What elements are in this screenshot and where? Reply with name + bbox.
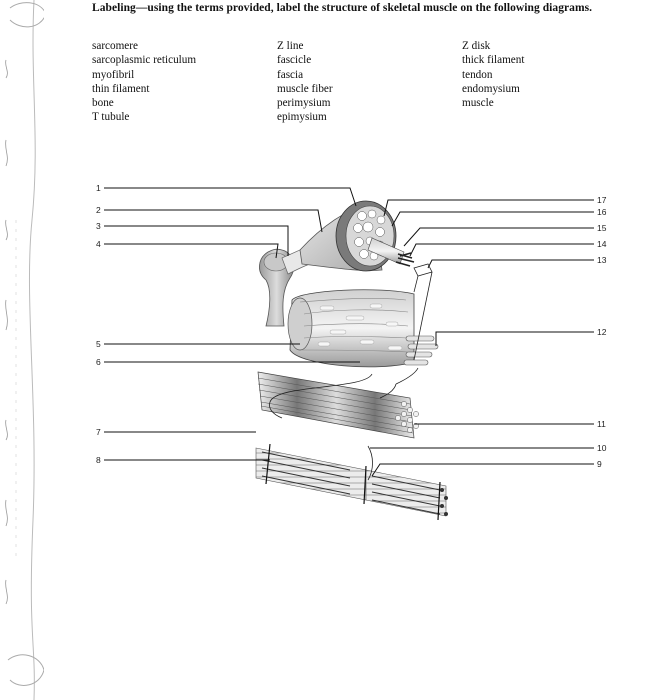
term: sarcoplasmic reticulum (92, 54, 197, 67)
term: thick filament (462, 54, 525, 67)
instruction-heading: Labeling—using the terms provided, label the structure of skeletal muscle on the following diagrams. (92, 2, 593, 14)
label-17: 17 (597, 195, 607, 205)
label-8: 8 (96, 455, 101, 465)
term: bone (92, 97, 114, 110)
left-number-labels (96, 183, 101, 465)
term: perimysium (277, 97, 331, 110)
label-14: 14 (597, 239, 607, 249)
label-5: 5 (96, 339, 101, 349)
right-number-labels (597, 195, 607, 469)
myofibril-illustration (258, 372, 419, 438)
term: fascicle (277, 54, 312, 67)
label-15: 15 (597, 223, 607, 233)
term: Z disk (462, 40, 491, 52)
label-3: 3 (96, 221, 101, 231)
label-7: 7 (96, 427, 101, 437)
term: fascia (277, 68, 304, 81)
term: Z line (277, 40, 304, 52)
term: muscle fiber (277, 82, 333, 95)
label-2: 2 (96, 205, 101, 215)
term: muscle (462, 97, 494, 110)
muscle-illustration (300, 201, 414, 271)
label-1: 1 (96, 183, 101, 193)
term: thin filament (92, 82, 150, 95)
label-13: 13 (597, 255, 607, 265)
term: sarcomere (92, 40, 138, 52)
label-9: 9 (597, 459, 602, 469)
label-4: 4 (96, 239, 101, 249)
label-16: 16 (597, 207, 607, 217)
filament-illustration (256, 444, 448, 520)
term: myofibril (92, 68, 135, 81)
label-10: 10 (597, 443, 607, 453)
term: tendon (462, 68, 493, 81)
term: epimysium (277, 111, 327, 124)
label-12: 12 (597, 327, 607, 337)
label-11: 11 (597, 419, 606, 429)
label-6: 6 (96, 357, 101, 367)
fascicle-illustration (288, 290, 438, 367)
term: T tubule (92, 111, 130, 124)
term: endomysium (462, 82, 520, 95)
